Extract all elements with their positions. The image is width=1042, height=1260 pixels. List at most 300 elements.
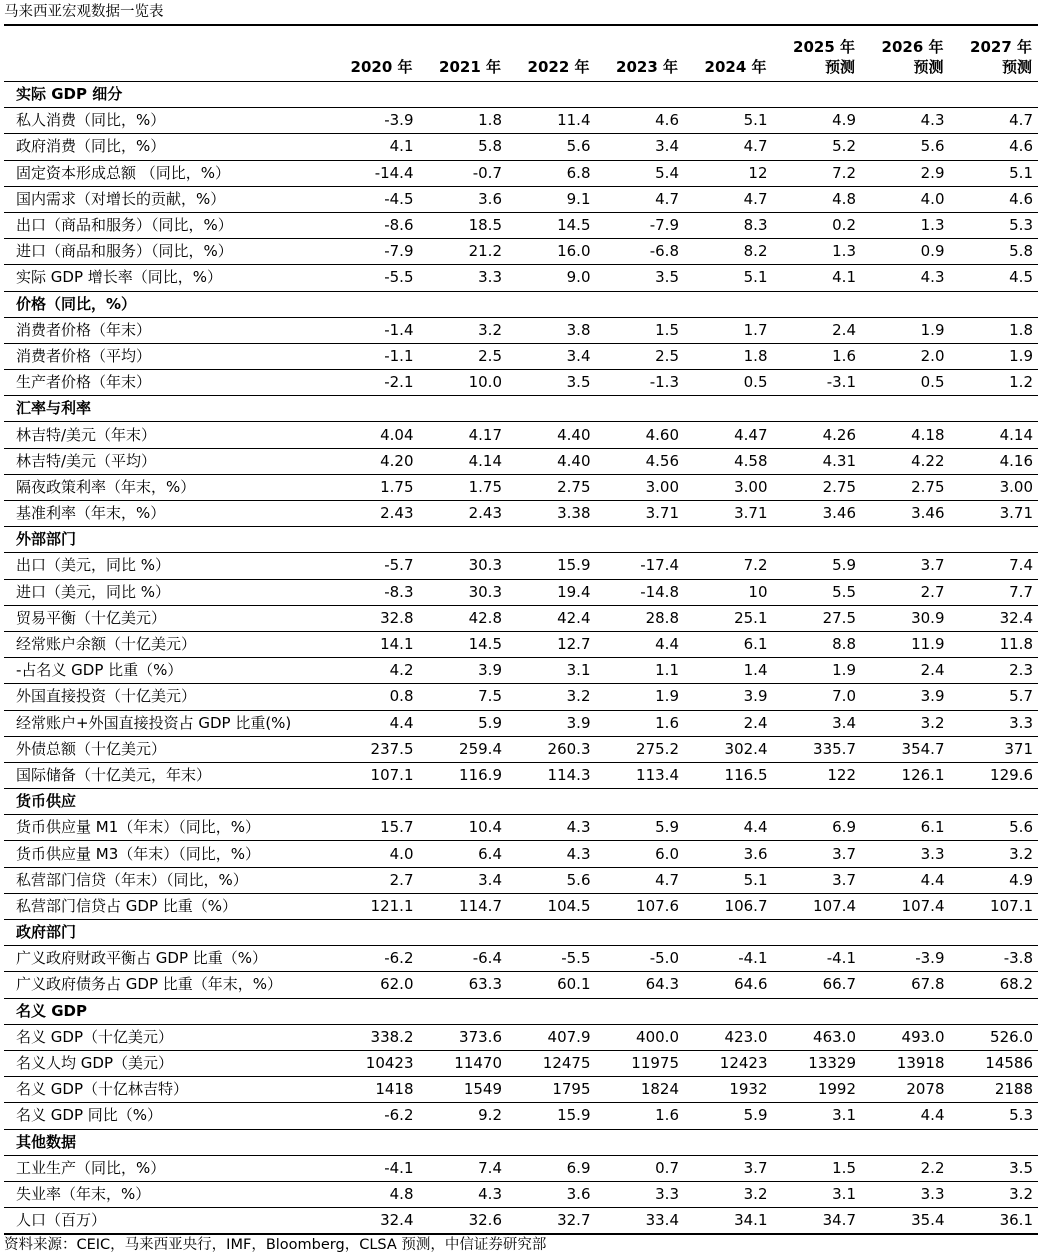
data-cell: 32.8 <box>330 605 419 631</box>
data-cell: 3.7 <box>773 867 862 893</box>
data-cell: 5.1 <box>950 160 1039 186</box>
data-cell: 4.7 <box>684 186 773 212</box>
data-cell: 19.4 <box>507 579 596 605</box>
data-cell: 4.7 <box>950 108 1039 134</box>
table-row <box>4 762 1038 788</box>
row-label: 实际 GDP 增长率（同比，%） <box>4 265 330 291</box>
data-cell: 4.5 <box>950 265 1039 291</box>
table-row <box>4 605 1038 631</box>
data-cell: 6.9 <box>773 815 862 841</box>
row-label: 经常账户余额（十亿美元） <box>4 631 330 657</box>
data-cell: 5.6 <box>507 867 596 893</box>
data-cell: 4.31 <box>773 448 862 474</box>
data-cell: 3.2 <box>507 684 596 710</box>
data-cell: 3.38 <box>507 501 596 527</box>
table-row <box>4 1050 1038 1076</box>
table-row <box>4 265 1038 291</box>
data-cell: -1.4 <box>330 317 419 343</box>
data-cell: 2.75 <box>861 474 950 500</box>
data-cell: 4.1 <box>330 134 419 160</box>
data-cell: 354.7 <box>861 736 950 762</box>
data-cell: 3.1 <box>773 1103 862 1129</box>
data-cell: 4.4 <box>596 631 685 657</box>
section-title: 政府部门 <box>4 920 1038 946</box>
row-label: 私营部门信贷（年末）（同比，%） <box>4 867 330 893</box>
row-label: -占名义 GDP 比重（%） <box>4 658 330 684</box>
row-label: 人口（百万） <box>4 1208 330 1235</box>
data-cell: -3.8 <box>950 946 1039 972</box>
table-row <box>4 867 1038 893</box>
data-cell: 4.6 <box>596 108 685 134</box>
data-cell: 4.14 <box>950 422 1039 448</box>
data-cell: 373.6 <box>419 1024 508 1050</box>
data-cell: 5.6 <box>861 134 950 160</box>
data-cell: 5.2 <box>773 134 862 160</box>
data-cell: -8.6 <box>330 212 419 238</box>
table-row <box>4 212 1038 238</box>
data-cell: -6.4 <box>419 946 508 972</box>
data-cell: 7.0 <box>773 684 862 710</box>
data-cell: 4.7 <box>596 186 685 212</box>
data-cell: 5.9 <box>419 710 508 736</box>
row-label: 私人消费（同比，%） <box>4 108 330 134</box>
data-cell: 9.1 <box>507 186 596 212</box>
section-header-row <box>4 920 1038 946</box>
data-cell: 8.3 <box>684 212 773 238</box>
data-cell: 11.8 <box>950 631 1039 657</box>
data-cell: -5.0 <box>596 946 685 972</box>
data-cell: 12 <box>684 160 773 186</box>
data-cell: 4.18 <box>861 422 950 448</box>
data-cell: 107.4 <box>773 893 862 919</box>
data-cell: 3.2 <box>684 1181 773 1207</box>
data-cell: 7.2 <box>773 160 862 186</box>
data-cell: 12.7 <box>507 631 596 657</box>
table-row <box>4 474 1038 500</box>
data-cell: 122 <box>773 762 862 788</box>
section-header-row <box>4 396 1038 422</box>
data-cell: 1.9 <box>773 658 862 684</box>
row-label: 出口（美元，同比 %） <box>4 553 330 579</box>
data-cell: 4.4 <box>861 867 950 893</box>
data-cell: 3.2 <box>950 1181 1039 1207</box>
data-cell: 1.7 <box>684 317 773 343</box>
data-cell: 5.5 <box>773 579 862 605</box>
data-cell: 129.6 <box>950 762 1039 788</box>
data-cell: 113.4 <box>596 762 685 788</box>
data-cell: 8.2 <box>684 239 773 265</box>
data-cell: -4.1 <box>330 1155 419 1181</box>
table-row <box>4 553 1038 579</box>
data-cell: 275.2 <box>596 736 685 762</box>
section-title: 外部部门 <box>4 527 1038 553</box>
row-label: 失业率（年末，%） <box>4 1181 330 1207</box>
row-label: 消费者价格（平均） <box>4 343 330 369</box>
data-cell: -1.1 <box>330 343 419 369</box>
data-cell: 9.2 <box>419 1103 508 1129</box>
data-cell: 13329 <box>773 1050 862 1076</box>
data-cell: 121.1 <box>330 893 419 919</box>
data-cell: 64.3 <box>596 972 685 998</box>
data-cell: 2.3 <box>950 658 1039 684</box>
data-cell: 1.75 <box>419 474 508 500</box>
data-cell: 11.9 <box>861 631 950 657</box>
row-label: 外债总额（十亿美元） <box>4 736 330 762</box>
data-cell: 32.6 <box>419 1208 508 1235</box>
data-cell: 2078 <box>861 1077 950 1103</box>
data-cell: 5.9 <box>773 553 862 579</box>
data-cell: -17.4 <box>596 553 685 579</box>
data-cell: 3.3 <box>596 1181 685 1207</box>
data-cell: 3.7 <box>861 553 950 579</box>
data-cell: 3.7 <box>773 841 862 867</box>
data-cell: 259.4 <box>419 736 508 762</box>
row-label: 进口（商品和服务）（同比，%） <box>4 239 330 265</box>
row-label: 国内需求（对增长的贡献，%） <box>4 186 330 212</box>
section-title: 价格（同比，%） <box>4 291 1038 317</box>
data-cell: 4.7 <box>596 867 685 893</box>
data-cell: 1.6 <box>596 710 685 736</box>
data-cell: 1418 <box>330 1077 419 1103</box>
data-cell: 68.2 <box>950 972 1039 998</box>
data-cell: 32.4 <box>330 1208 419 1235</box>
data-cell: 0.5 <box>684 370 773 396</box>
data-cell: -8.3 <box>330 579 419 605</box>
data-cell: 2.4 <box>861 658 950 684</box>
data-cell: 423.0 <box>684 1024 773 1050</box>
data-cell: 114.3 <box>507 762 596 788</box>
data-cell: 1.4 <box>684 658 773 684</box>
header-row <box>4 26 1038 82</box>
table-row <box>4 736 1038 762</box>
data-cell: 116.9 <box>419 762 508 788</box>
data-cell: 28.8 <box>596 605 685 631</box>
data-cell: -14.4 <box>330 160 419 186</box>
row-label: 国际储备（十亿美元，年末） <box>4 762 330 788</box>
data-cell: -1.3 <box>596 370 685 396</box>
data-cell: 4.9 <box>950 867 1039 893</box>
data-cell: 7.2 <box>684 553 773 579</box>
data-cell: 114.7 <box>419 893 508 919</box>
data-cell: 107.1 <box>950 893 1039 919</box>
data-cell: 6.0 <box>596 841 685 867</box>
data-cell: 4.60 <box>596 422 685 448</box>
section-title: 实际 GDP 细分 <box>4 82 1038 108</box>
section-header-row <box>4 82 1038 108</box>
data-cell: 4.6 <box>950 186 1039 212</box>
macro-data-table <box>4 26 1038 1235</box>
data-cell: 14.5 <box>419 631 508 657</box>
data-cell: 10.0 <box>419 370 508 396</box>
data-cell: 6.9 <box>507 1155 596 1181</box>
data-cell: 335.7 <box>773 736 862 762</box>
data-cell: 3.4 <box>419 867 508 893</box>
row-label: 货币供应量 M3（年末）（同比，%） <box>4 841 330 867</box>
data-cell: 1.5 <box>596 317 685 343</box>
data-cell: 42.4 <box>507 605 596 631</box>
table-row <box>4 501 1038 527</box>
data-cell: 2.4 <box>773 317 862 343</box>
data-cell: 2.4 <box>684 710 773 736</box>
data-cell: 15.7 <box>330 815 419 841</box>
data-cell: -6.2 <box>330 1103 419 1129</box>
data-cell: 2.7 <box>861 579 950 605</box>
data-cell: 4.40 <box>507 448 596 474</box>
data-cell: -5.5 <box>507 946 596 972</box>
data-cell: 64.6 <box>684 972 773 998</box>
data-cell: 1795 <box>507 1077 596 1103</box>
table-row <box>4 1181 1038 1207</box>
data-cell: 3.8 <box>507 317 596 343</box>
data-cell: 2.43 <box>419 501 508 527</box>
table-row <box>4 186 1038 212</box>
row-label: 固定资本形成总额 （同比，%） <box>4 160 330 186</box>
data-cell: 10.4 <box>419 815 508 841</box>
data-cell: 67.8 <box>861 972 950 998</box>
data-cell: 12423 <box>684 1050 773 1076</box>
data-cell: 11975 <box>596 1050 685 1076</box>
data-cell: 2.9 <box>861 160 950 186</box>
data-cell: 34.1 <box>684 1208 773 1235</box>
data-cell: 4.26 <box>773 422 862 448</box>
section-header-row <box>4 527 1038 553</box>
table-row <box>4 160 1038 186</box>
table-row <box>4 1077 1038 1103</box>
data-cell: 4.20 <box>330 448 419 474</box>
data-cell: 60.1 <box>507 972 596 998</box>
table-body <box>4 82 1038 1235</box>
data-cell: 2.7 <box>330 867 419 893</box>
data-cell: 14586 <box>950 1050 1039 1076</box>
data-cell: 4.47 <box>684 422 773 448</box>
row-label: 名义 GDP（十亿林吉特） <box>4 1077 330 1103</box>
table-row <box>4 1103 1038 1129</box>
data-cell: 3.4 <box>773 710 862 736</box>
data-cell: 2188 <box>950 1077 1039 1103</box>
table-row <box>4 710 1038 736</box>
row-label: 隔夜政策利率（年末，%） <box>4 474 330 500</box>
data-cell: 10 <box>684 579 773 605</box>
row-label: 货币供应量 M1（年末）（同比，%） <box>4 815 330 841</box>
row-label: 名义人均 GDP（美元） <box>4 1050 330 1076</box>
data-cell: -7.9 <box>596 212 685 238</box>
data-cell: 3.3 <box>861 841 950 867</box>
table-row <box>4 317 1038 343</box>
data-cell: 5.1 <box>684 265 773 291</box>
header-empty-cell <box>4 26 330 82</box>
data-cell: -4.1 <box>684 946 773 972</box>
data-cell: 3.46 <box>861 501 950 527</box>
data-cell: 1.2 <box>950 370 1039 396</box>
table-row <box>4 658 1038 684</box>
data-cell: 66.7 <box>773 972 862 998</box>
section-header-row <box>4 1129 1038 1155</box>
header-year-forecast: 2025 年 预测 <box>773 26 862 82</box>
data-cell: 2.75 <box>773 474 862 500</box>
section-header-row <box>4 998 1038 1024</box>
data-cell: 4.9 <box>773 108 862 134</box>
data-cell: 1932 <box>684 1077 773 1103</box>
data-cell: 36.1 <box>950 1208 1039 1235</box>
data-cell: 5.1 <box>684 108 773 134</box>
data-cell: 3.2 <box>950 841 1039 867</box>
data-cell: 30.3 <box>419 553 508 579</box>
data-cell: 6.1 <box>861 815 950 841</box>
table-row <box>4 1024 1038 1050</box>
data-cell: -14.8 <box>596 579 685 605</box>
data-cell: 4.3 <box>507 815 596 841</box>
data-cell: 0.7 <box>596 1155 685 1181</box>
data-cell: -4.1 <box>773 946 862 972</box>
data-cell: 3.5 <box>950 1155 1039 1181</box>
data-cell: 18.5 <box>419 212 508 238</box>
header-year: 2023 年 <box>596 26 685 82</box>
data-cell: -4.5 <box>330 186 419 212</box>
data-cell: 33.4 <box>596 1208 685 1235</box>
header-year: 2022 年 <box>507 26 596 82</box>
data-cell: 5.6 <box>507 134 596 160</box>
data-cell: 371 <box>950 736 1039 762</box>
data-cell: 3.46 <box>773 501 862 527</box>
data-cell: 3.1 <box>507 658 596 684</box>
data-cell: 3.5 <box>596 265 685 291</box>
data-cell: 2.75 <box>507 474 596 500</box>
table-row <box>4 815 1038 841</box>
data-cell: 30.3 <box>419 579 508 605</box>
data-cell: 3.3 <box>861 1181 950 1207</box>
header-year: 2021 年 <box>419 26 508 82</box>
data-cell: -3.9 <box>330 108 419 134</box>
data-cell: 3.1 <box>773 1181 862 1207</box>
header-year: 2024 年 <box>684 26 773 82</box>
data-cell: -5.7 <box>330 553 419 579</box>
data-cell: 7.4 <box>419 1155 508 1181</box>
table-row <box>4 631 1038 657</box>
row-label: 基准利率（年末，%） <box>4 501 330 527</box>
data-cell: 107.4 <box>861 893 950 919</box>
data-cell: 7.7 <box>950 579 1039 605</box>
data-cell: 4.8 <box>773 186 862 212</box>
data-cell: 3.71 <box>684 501 773 527</box>
source-note: 资料来源：CEIC，马来西亚央行，IMF，Bloomberg，CLSA 预测，中信证券研究部 <box>4 1237 547 1253</box>
data-cell: 15.9 <box>507 1103 596 1129</box>
data-cell: 1.5 <box>773 1155 862 1181</box>
data-cell: 1.8 <box>950 317 1039 343</box>
data-cell: 1.3 <box>773 239 862 265</box>
row-label: 广义政府财政平衡占 GDP 比重（%） <box>4 946 330 972</box>
header-year-forecast: 2026 年 预测 <box>861 26 950 82</box>
data-cell: 4.4 <box>684 815 773 841</box>
data-cell: 13918 <box>861 1050 950 1076</box>
row-label: 出口（商品和服务）（同比，%） <box>4 212 330 238</box>
data-cell: 4.14 <box>419 448 508 474</box>
data-cell: 5.4 <box>596 160 685 186</box>
data-cell: 4.16 <box>950 448 1039 474</box>
data-cell: 237.5 <box>330 736 419 762</box>
data-cell: 463.0 <box>773 1024 862 1050</box>
data-cell: 2.5 <box>419 343 508 369</box>
data-cell: 4.2 <box>330 658 419 684</box>
data-cell: -3.9 <box>861 946 950 972</box>
data-cell: -3.1 <box>773 370 862 396</box>
data-cell: 3.3 <box>950 710 1039 736</box>
data-cell: 2.5 <box>596 343 685 369</box>
data-cell: 9.0 <box>507 265 596 291</box>
data-cell: 3.9 <box>684 684 773 710</box>
row-label: 工业生产（同比，%） <box>4 1155 330 1181</box>
data-cell: 116.5 <box>684 762 773 788</box>
data-cell: 5.8 <box>419 134 508 160</box>
data-cell: 1549 <box>419 1077 508 1103</box>
data-cell: 21.2 <box>419 239 508 265</box>
row-label: 贸易平衡（十亿美元） <box>4 605 330 631</box>
data-cell: 0.9 <box>861 239 950 265</box>
row-label: 进口（美元，同比 %） <box>4 579 330 605</box>
row-label: 林吉特/美元（平均） <box>4 448 330 474</box>
row-label: 生产者价格（年末） <box>4 370 330 396</box>
row-label: 广义政府债务占 GDP 比重（年末，%） <box>4 972 330 998</box>
data-cell: 3.4 <box>507 343 596 369</box>
section-header-row <box>4 291 1038 317</box>
row-label: 政府消费（同比，%） <box>4 134 330 160</box>
data-cell: 4.40 <box>507 422 596 448</box>
table-row <box>4 579 1038 605</box>
data-cell: 4.3 <box>861 108 950 134</box>
data-cell: 30.9 <box>861 605 950 631</box>
row-label: 私营部门信贷占 GDP 比重（%） <box>4 893 330 919</box>
data-cell: 14.5 <box>507 212 596 238</box>
table-row <box>4 239 1038 265</box>
row-label: 名义 GDP 同比（%） <box>4 1103 330 1129</box>
data-cell: 3.4 <box>596 134 685 160</box>
data-cell: 1.3 <box>861 212 950 238</box>
table-row <box>4 841 1038 867</box>
data-cell: 1.75 <box>330 474 419 500</box>
data-cell: 4.1 <box>773 265 862 291</box>
table-row <box>4 1208 1038 1235</box>
data-cell: 3.71 <box>950 501 1039 527</box>
data-cell: 5.8 <box>950 239 1039 265</box>
data-cell: -6.8 <box>596 239 685 265</box>
data-cell: 5.3 <box>950 1103 1039 1129</box>
data-cell: 0.5 <box>861 370 950 396</box>
data-cell: 1992 <box>773 1077 862 1103</box>
table-title: 马来西亚宏观数据一览表 <box>4 4 164 20</box>
data-cell: 338.2 <box>330 1024 419 1050</box>
data-cell: 27.5 <box>773 605 862 631</box>
data-cell: 2.43 <box>330 501 419 527</box>
data-cell: -0.7 <box>419 160 508 186</box>
data-cell: 106.7 <box>684 893 773 919</box>
data-cell: 4.3 <box>419 1181 508 1207</box>
data-cell: 32.7 <box>507 1208 596 1235</box>
data-cell: 5.9 <box>684 1103 773 1129</box>
data-cell: 1.1 <box>596 658 685 684</box>
table-row <box>4 893 1038 919</box>
data-cell: 32.4 <box>950 605 1039 631</box>
data-cell: 3.00 <box>950 474 1039 500</box>
data-cell: 5.3 <box>950 212 1039 238</box>
data-cell: 1.9 <box>950 343 1039 369</box>
data-cell: 526.0 <box>950 1024 1039 1050</box>
data-cell: 1.8 <box>684 343 773 369</box>
data-cell: 3.00 <box>684 474 773 500</box>
data-cell: 11470 <box>419 1050 508 1076</box>
table-row <box>4 134 1038 160</box>
data-cell: 1824 <box>596 1077 685 1103</box>
data-cell: 107.1 <box>330 762 419 788</box>
data-cell: 4.4 <box>330 710 419 736</box>
